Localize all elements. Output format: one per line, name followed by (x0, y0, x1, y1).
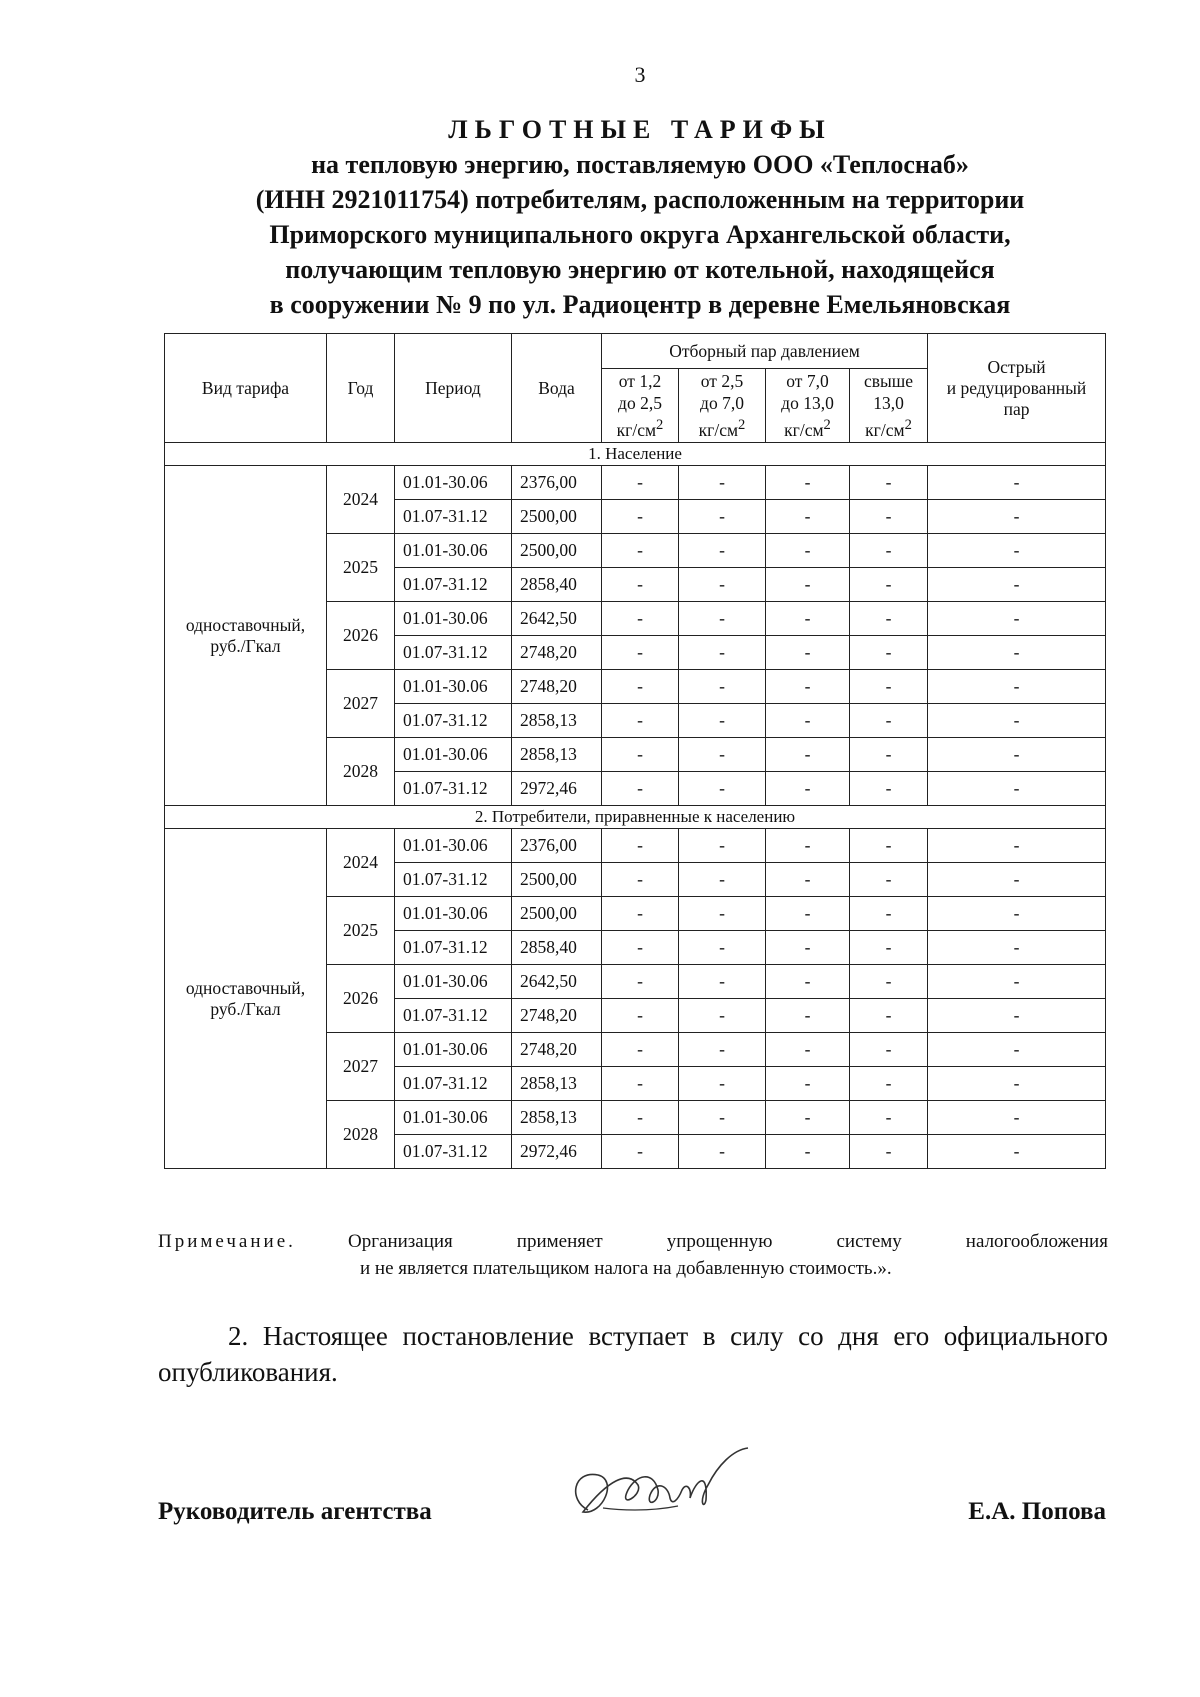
note-word: Организация (348, 1231, 453, 1252)
water-cell: 2500,00 (512, 897, 602, 931)
empty-cell: - (766, 636, 850, 670)
header-sharp-line-1: Острый (987, 356, 1046, 377)
period-cell: 01.07-31.12 (395, 704, 512, 738)
handwritten-signature (558, 1440, 768, 1540)
water-cell: 2748,20 (512, 999, 602, 1033)
pressure-4-unit: $кг/см^2$ (865, 417, 912, 440)
period-cell: 01.01-30.06 (395, 670, 512, 704)
water-cell: 2858,40 (512, 931, 602, 965)
header-tariff-type: Вид тарифа (165, 334, 327, 443)
header-pressure-3 (766, 369, 850, 443)
empty-cell: - (602, 999, 679, 1033)
period-cell: 01.01-30.06 (395, 466, 512, 500)
empty-cell: - (679, 1101, 766, 1135)
water-cell: 2500,00 (512, 534, 602, 568)
empty-cell: - (928, 1067, 1106, 1101)
empty-cell: - (928, 772, 1106, 806)
empty-cell: - (602, 897, 679, 931)
period-cell: 01.07-31.12 (395, 500, 512, 534)
empty-cell: - (679, 602, 766, 636)
empty-cell: - (679, 829, 766, 863)
water-cell: 2748,20 (512, 636, 602, 670)
section-row (165, 806, 1106, 829)
empty-cell: - (602, 931, 679, 965)
empty-cell: - (766, 931, 850, 965)
empty-cell: - (928, 829, 1106, 863)
period-cell: 01.01-30.06 (395, 829, 512, 863)
header-pressure-4 (850, 369, 928, 443)
note-word: систему (836, 1231, 902, 1252)
period-cell: 01.07-31.12 (395, 999, 512, 1033)
empty-cell: - (679, 738, 766, 772)
empty-cell: - (679, 897, 766, 931)
empty-cell: - (850, 568, 928, 602)
period-cell: 01.01-30.06 (395, 738, 512, 772)
pressure-1-unit: $кг/см^2$ (616, 417, 664, 440)
title-line-2: (ИНН 2921011754) потребителям, расположенным на территории (255, 185, 1025, 214)
empty-cell: - (679, 534, 766, 568)
period-cell: 01.07-31.12 (395, 1067, 512, 1101)
note-word: налогообложения (965, 1231, 1108, 1252)
empty-cell: - (928, 863, 1106, 897)
water-cell: 2500,00 (512, 500, 602, 534)
empty-cell: - (766, 704, 850, 738)
section-row (165, 443, 1106, 466)
header-water: Вода (512, 334, 602, 443)
empty-cell: - (679, 863, 766, 897)
title-heading: ЛЬГОТНЫЕ ТАРИФЫ (448, 115, 832, 144)
empty-cell: - (679, 1135, 766, 1169)
year-cell: 2024 (327, 466, 395, 534)
empty-cell: - (928, 670, 1106, 704)
empty-cell: - (850, 1033, 928, 1067)
clause-effective-date: 2. Настоящее постановление вступает в силу со дня его официального опубликования. (158, 1321, 1108, 1387)
water-cell: 2858,13 (512, 738, 602, 772)
pressure-1-to: до 2,5 (618, 393, 662, 414)
water-cell: 2858,13 (512, 704, 602, 738)
note-word: применяет (516, 1231, 603, 1252)
empty-cell: - (928, 1033, 1106, 1067)
year-cell: 2026 (327, 602, 395, 670)
pressure-3-to: до 13,0 (781, 393, 834, 414)
pressure-2-to: до 7,0 (700, 393, 744, 414)
header-pressure-1 (602, 369, 679, 443)
empty-cell: - (766, 772, 850, 806)
note (158, 1228, 1108, 1282)
note-word: упрощенную (666, 1231, 773, 1252)
empty-cell: - (602, 670, 679, 704)
document-title (140, 112, 1140, 322)
water-cell: 2642,50 (512, 602, 602, 636)
empty-cell: - (679, 965, 766, 999)
title-line-3: Приморского муниципального округа Архангельской области, (269, 220, 1011, 249)
empty-cell: - (602, 738, 679, 772)
empty-cell: - (602, 704, 679, 738)
water-cell: 2748,20 (512, 1033, 602, 1067)
title-line-1: на тепловую энергию, поставляемую ООО «Теплоснаб» (311, 150, 969, 179)
title-line-4: получающим тепловую энергию от котельной, находящейся (285, 255, 995, 284)
empty-cell: - (928, 500, 1106, 534)
section-title: 1. Население (165, 443, 1106, 466)
empty-cell: - (602, 602, 679, 636)
empty-cell: - (602, 1135, 679, 1169)
header-pressure-2 (679, 369, 766, 443)
empty-cell: - (928, 602, 1106, 636)
empty-cell: - (850, 965, 928, 999)
empty-cell: - (602, 965, 679, 999)
empty-cell: - (602, 1101, 679, 1135)
empty-cell: - (679, 704, 766, 738)
year-cell: 2025 (327, 534, 395, 602)
page-number: 3 (634, 62, 646, 87)
period-cell: 01.01-30.06 (395, 897, 512, 931)
empty-cell: - (850, 704, 928, 738)
empty-cell: - (679, 466, 766, 500)
period-cell: 01.01-30.06 (395, 534, 512, 568)
period-cell: 01.01-30.06 (395, 965, 512, 999)
empty-cell: - (766, 568, 850, 602)
pressure-2-from: от 2,5 (700, 371, 744, 392)
water-cell: 2748,20 (512, 670, 602, 704)
pressure-1-from: от 1,2 (618, 371, 662, 392)
empty-cell: - (850, 772, 928, 806)
empty-cell: - (928, 636, 1106, 670)
empty-cell: - (928, 534, 1106, 568)
period-cell: 01.07-31.12 (395, 772, 512, 806)
section-title: 2. Потребители, приравненные к населению (165, 806, 1106, 829)
pressure-2-unit: $кг/см^2$ (698, 417, 746, 440)
water-cell: 2376,00 (512, 466, 602, 500)
empty-cell: - (766, 829, 850, 863)
signature-block (158, 1440, 1106, 1550)
period-cell: 01.01-30.06 (395, 602, 512, 636)
empty-cell: - (928, 999, 1106, 1033)
empty-cell: - (602, 863, 679, 897)
empty-cell: - (602, 772, 679, 806)
signer-name: Е.А. Попова (968, 1498, 1106, 1525)
empty-cell: - (766, 965, 850, 999)
header-year: Год (327, 334, 395, 443)
empty-cell: - (850, 500, 928, 534)
empty-cell: - (679, 636, 766, 670)
table-row (165, 829, 1106, 863)
water-cell: 2376,00 (512, 829, 602, 863)
year-cell: 2028 (327, 738, 395, 806)
empty-cell: - (602, 829, 679, 863)
empty-cell: - (766, 897, 850, 931)
year-cell: 2028 (327, 1101, 395, 1169)
empty-cell: - (602, 1033, 679, 1067)
empty-cell: - (602, 1067, 679, 1101)
empty-cell: - (766, 1135, 850, 1169)
period-cell: 01.01-30.06 (395, 1033, 512, 1067)
empty-cell: - (928, 1101, 1106, 1135)
period-cell: 01.07-31.12 (395, 863, 512, 897)
empty-cell: - (928, 704, 1106, 738)
header-selected-steam: Отборный пар давлением (602, 334, 928, 369)
empty-cell: - (850, 829, 928, 863)
water-cell: 2642,50 (512, 965, 602, 999)
empty-cell: - (928, 466, 1106, 500)
empty-cell: - (850, 466, 928, 500)
empty-cell: - (602, 534, 679, 568)
empty-cell: - (679, 931, 766, 965)
empty-cell: - (602, 568, 679, 602)
tariff-table (164, 333, 1106, 1169)
water-cell: 2972,46 (512, 772, 602, 806)
period-cell: 01.07-31.12 (395, 568, 512, 602)
year-cell: 2024 (327, 829, 395, 897)
title-line-5: в сооружении № 9 по ул. Радиоцентр в деревне Емельяновская (269, 290, 1011, 319)
period-cell: 01.07-31.12 (395, 1135, 512, 1169)
empty-cell: - (850, 999, 928, 1033)
note-line-2: и не является плательщиком налога на добавленную стоимость.». (360, 1258, 892, 1279)
water-cell: 2858,13 (512, 1067, 602, 1101)
empty-cell: - (928, 568, 1106, 602)
empty-cell: - (928, 897, 1106, 931)
empty-cell: - (766, 1101, 850, 1135)
year-cell: 2027 (327, 670, 395, 738)
year-cell: 2027 (327, 1033, 395, 1101)
empty-cell: - (679, 1067, 766, 1101)
table-row (165, 466, 1106, 500)
water-cell: 2858,40 (512, 568, 602, 602)
empty-cell: - (928, 1135, 1106, 1169)
empty-cell: - (850, 1135, 928, 1169)
tariff-type-cell: одноставочный, руб./Гкал (165, 466, 327, 806)
period-cell: 01.07-31.12 (395, 931, 512, 965)
empty-cell: - (766, 670, 850, 704)
empty-cell: - (766, 999, 850, 1033)
empty-cell: - (602, 636, 679, 670)
header-period: Период (395, 334, 512, 443)
header-sharp-line-3: пар (1003, 398, 1030, 419)
note-label: Примечание. (158, 1231, 296, 1252)
empty-cell: - (850, 534, 928, 568)
empty-cell: - (850, 1067, 928, 1101)
empty-cell: - (928, 738, 1106, 772)
empty-cell: - (766, 1033, 850, 1067)
pressure-4-value: 13,0 (873, 393, 904, 414)
water-cell: 2858,13 (512, 1101, 602, 1135)
empty-cell: - (766, 466, 850, 500)
pressure-4-from: свыше (864, 371, 914, 392)
water-cell: 2972,46 (512, 1135, 602, 1169)
period-cell: 01.07-31.12 (395, 636, 512, 670)
empty-cell: - (850, 670, 928, 704)
empty-cell: - (766, 602, 850, 636)
tariff-type-cell: одноставочный, руб./Гкал (165, 829, 327, 1169)
pressure-3-unit: $кг/см^2$ (784, 417, 831, 440)
empty-cell: - (679, 772, 766, 806)
header-sharp-steam (928, 334, 1106, 443)
tariff-table-body (165, 443, 1106, 1169)
empty-cell: - (602, 466, 679, 500)
empty-cell: - (679, 999, 766, 1033)
empty-cell: - (679, 670, 766, 704)
year-cell: 2025 (327, 897, 395, 965)
empty-cell: - (928, 965, 1106, 999)
empty-cell: - (679, 568, 766, 602)
empty-cell: - (679, 1033, 766, 1067)
empty-cell: - (850, 1101, 928, 1135)
empty-cell: - (850, 897, 928, 931)
empty-cell: - (766, 738, 850, 772)
empty-cell: - (850, 863, 928, 897)
pressure-3-from: от 7,0 (786, 371, 829, 392)
signer-title: Руководитель агентства (158, 1498, 432, 1525)
empty-cell: - (766, 534, 850, 568)
empty-cell: - (766, 863, 850, 897)
empty-cell: - (766, 1067, 850, 1101)
empty-cell: - (850, 738, 928, 772)
empty-cell: - (928, 931, 1106, 965)
empty-cell: - (766, 500, 850, 534)
empty-cell: - (679, 500, 766, 534)
empty-cell: - (850, 636, 928, 670)
empty-cell: - (850, 602, 928, 636)
header-sharp-line-2: и редуцированный (946, 377, 1087, 398)
empty-cell: - (602, 500, 679, 534)
empty-cell: - (850, 931, 928, 965)
water-cell: 2500,00 (512, 863, 602, 897)
year-cell: 2026 (327, 965, 395, 1033)
period-cell: 01.01-30.06 (395, 1101, 512, 1135)
